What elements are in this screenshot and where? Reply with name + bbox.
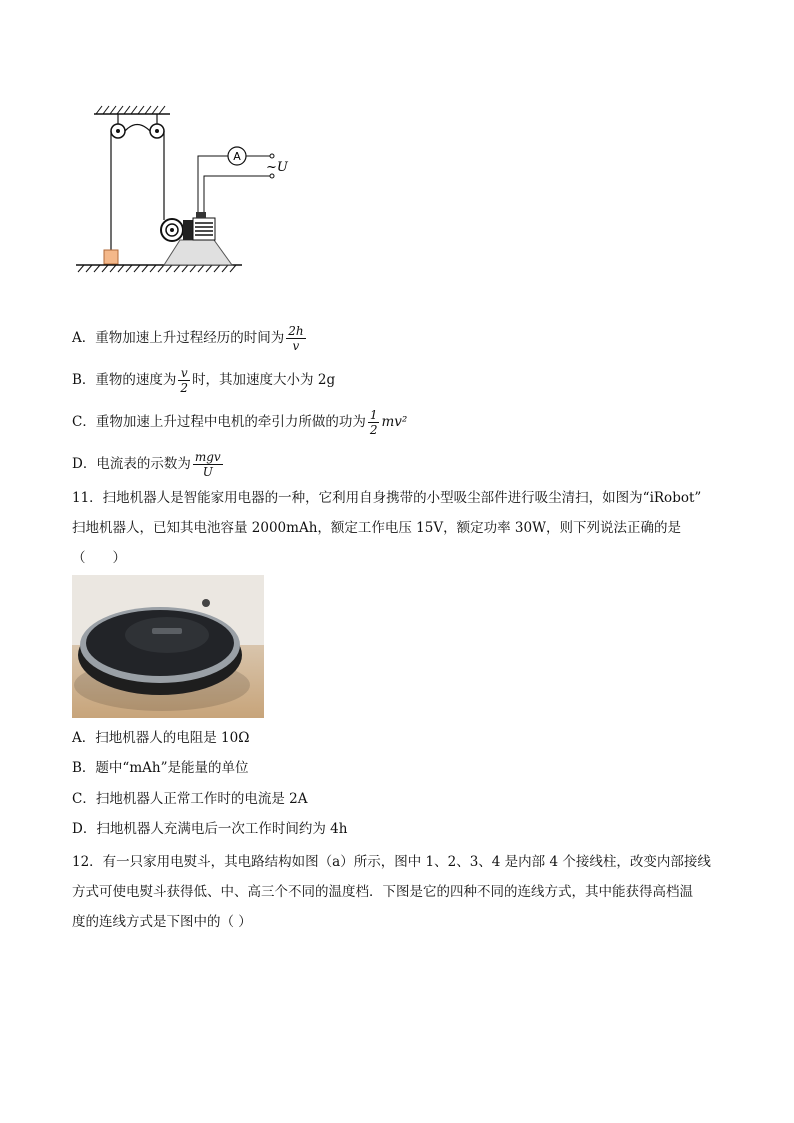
q10-option-c: C．重物加速上升过程中电机的牵引力所做的功为 $\frac{1}{2}$ mv²	[72, 408, 408, 437]
q11-stem-line1: 11．扫地机器人是智能家用电器的一种，它利用自身携带的小型吸尘部件进行吸尘清扫，如图为“iRobot”	[72, 490, 702, 506]
q11-option-c: C．扫地机器人正常工作时的电流是 2A	[72, 791, 308, 807]
q10-option-d: D．电流表的示数为 $\frac{\text{mgv}}{U}$	[72, 450, 221, 479]
q12-stem-line1: 12．有一只家用电熨斗，其电路结构如图（a）所示，图中 1、2、3、4 是内部 4 个接线柱，改变内部接线	[72, 854, 711, 870]
q10-option-b: B．重物的速度为 $\frac{v}{2}$ 时，其加速度大小为 2g	[72, 366, 336, 395]
q10-option-a: A．重物加速上升过程经历的时间为 $\frac{2h}{v}$	[72, 324, 304, 353]
q12-stem-line3: 度的连线方式是下图中的（ ）	[72, 914, 252, 930]
q11-stem-line2: 扫地机器人，已知其电池容量 2000mAh，额定工作电压 15V，额定功率 30W，则下列说法正确的是	[72, 520, 681, 536]
ammeter-label: A	[233, 150, 241, 163]
q11-option-d: D．扫地机器人充满电后一次工作时间约为 4h	[72, 821, 348, 837]
robot-vacuum-photo	[72, 575, 264, 718]
q11-stem-line3: （ ）	[72, 550, 126, 566]
q11-option-b: B．题中“mAh”是能量的单位	[72, 760, 249, 776]
source-label: ~U	[266, 160, 288, 175]
q11-option-a: A．扫地机器人的电阻是 10Ω	[72, 730, 250, 746]
pulley-motor-diagram	[72, 100, 302, 275]
q12-stem-line2: 方式可使电熨斗获得低、中、高三个不同的温度档．下图是它的四种不同的连线方式，其中能获得高档温	[72, 884, 693, 900]
